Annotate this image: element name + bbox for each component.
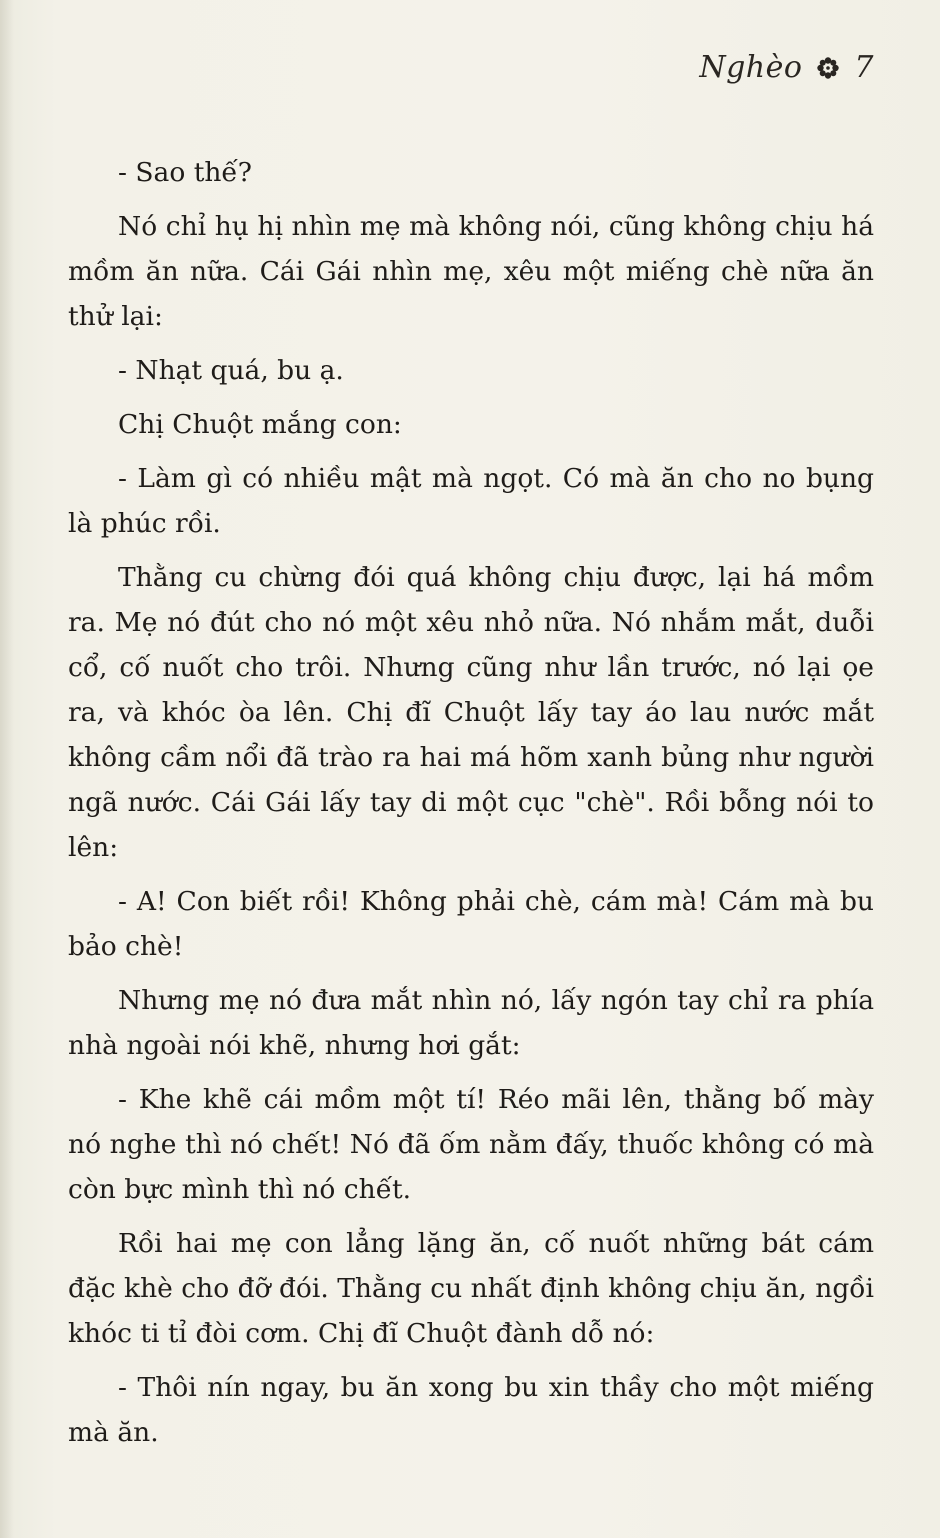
body-text [68,150,874,1464]
paragraph: Thằng cu chừng đói quá không chịu được, lại há mồm ra. Mẹ nó đút cho nó một xêu nhỏ nữa. Nó nhắm mắt, duỗi cổ, cố nuốt cho trôi. Nhưng cũng như lần trước, nó lại ọe ra, và khóc òa lên. Chị đĩ Chuột lấy tay áo lau nước mắt không cầm nổi đã trào ra hai má hõm xanh bủng như người ngã nước. Cái Gái lấy tay di một cục "chè". Rồi bỗng nói to lên: [68,562,874,863]
paragraph: Rồi hai mẹ con lẳng lặng ăn, cố nuốt những bát cám đặc khè cho đỡ đói. Thằng cu nhất định không chịu ăn, ngồi khóc ti tỉ đòi cơm. Chị đĩ Chuột đành dỗ nó: [68,1228,874,1349]
paragraph: - Làm gì có nhiều mật mà ngọt. Có mà ăn cho no bụng là phúc rồi. [68,463,874,539]
chapter-title: Nghèo [699,50,803,85]
flower-icon [816,56,840,80]
paragraph: Chị Chuột mắng con: [118,409,402,440]
paragraph: - Nhạt quá, bu ạ. [118,355,344,386]
paragraph: - Sao thế? [118,157,252,188]
paragraph: - Thôi nín ngay, bu ăn xong bu xin thầy cho một miếng mà ăn. [68,1372,874,1448]
page-number: 7 [854,50,874,85]
paragraph: - A! Con biết rồi! Không phải chè, cám mà! Cám mà bu bảo chè! [68,886,874,962]
paragraph: Nó chỉ hụ hị nhìn mẹ mà không nói, cũng không chịu há mồm ăn nữa. Cái Gái nhìn mẹ, xêu một miếng chè nữa ăn thử lại: [68,211,874,332]
running-header [699,50,874,85]
paragraph: - Khe khẽ cái mồm một tí! Réo mãi lên, thằng bố mày nó nghe thì nó chết! Nó đã ốm nằm đấy, thuốc không có mà còn bực mình thì nó chết. [68,1084,874,1205]
paragraph: Nhưng mẹ nó đưa mắt nhìn nó, lấy ngón tay chỉ ra phía nhà ngoài nói khẽ, nhưng hơi gắt: [68,985,874,1061]
